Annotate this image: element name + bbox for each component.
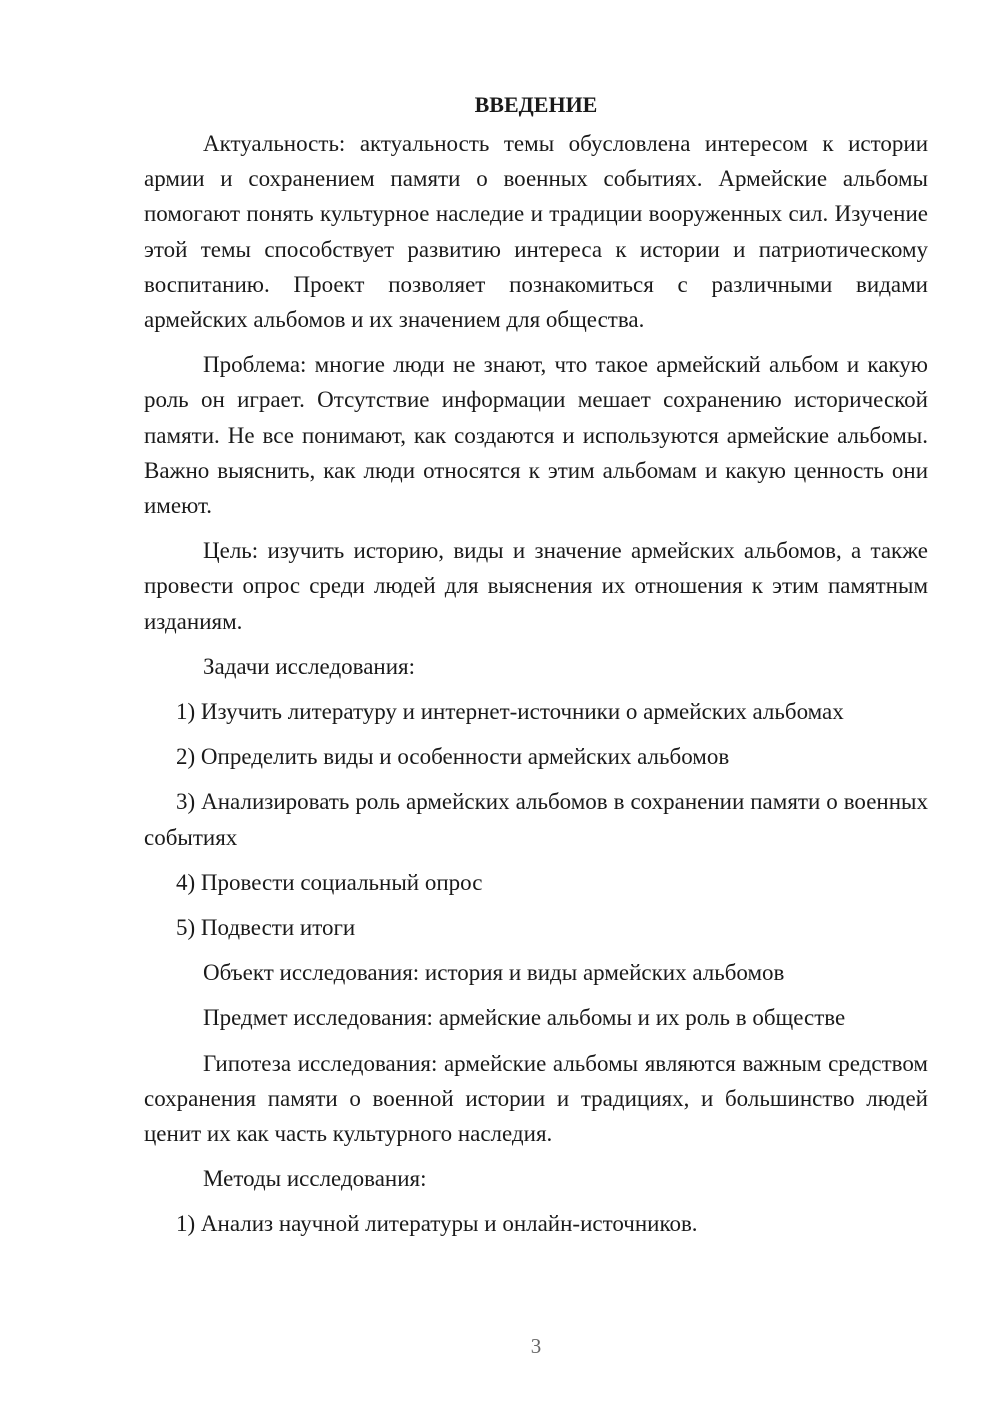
task-item-5: 5) Подвести итоги <box>176 915 356 941</box>
methods-title: Методы исследования: <box>203 1166 427 1192</box>
goal-paragraph: Цель: изучить историю, виды и значение армейских альбомов, а также провести опрос среди людей для выяснения их отношения к этим памятным изданиям. <box>144 538 928 634</box>
page-number: 3 <box>530 1334 542 1358</box>
task-item-3: 3) Анализировать роль армейских альбомов в сохранении памяти о военных событиях <box>144 789 928 850</box>
relevance-paragraph: Актуальность: актуальность темы обусловлена интересом к истории армии и сохранением памяти о военных событиях. Армейские альбомы помогают понять культурное наследие и традиции вооруженных сил. Изучение этой темы способствует развитию интереса к истории и патриотическому воспитанию. Проект позволяет познакомиться с различными видами армейских альбомов и их значением для общества. <box>144 131 928 333</box>
problem-paragraph: Проблема: многие люди не знают, что такое армейский альбом и какую роль он играет. Отсутствие информации мешает сохранению исторической памяти. Не все понимают, как создаются и используются армейские альбомы. Важно выяснить, как люди относятся к этим альбомам и какую ценность они имеют. <box>144 352 928 519</box>
task-item-1: 1) Изучить литературу и интернет-источники о армейских альбомах <box>176 699 844 725</box>
tasks-title: Задачи исследования: <box>203 653 416 679</box>
task-item-4: 4) Провести социальный опрос <box>176 869 483 895</box>
task-item-2: 2) Определить виды и особенности армейских альбомов <box>176 744 730 770</box>
document-page <box>144 90 928 1252</box>
method-item-1: 1) Анализ научной литературы и онлайн-источников. <box>176 1211 698 1237</box>
hypothesis-paragraph: Гипотеза исследования: армейские альбомы являются важным средством сохранения памяти о военной истории и традициях, и большинство людей ценит их как часть культурного наследия. <box>144 1050 928 1147</box>
research-object: Объект исследования: история и виды армейских альбомов <box>203 960 785 986</box>
research-subject: Предмет исследования: армейские альбомы и их роль в обществе <box>203 1005 846 1031</box>
page-title: ВВЕДЕНИЕ <box>474 92 598 117</box>
